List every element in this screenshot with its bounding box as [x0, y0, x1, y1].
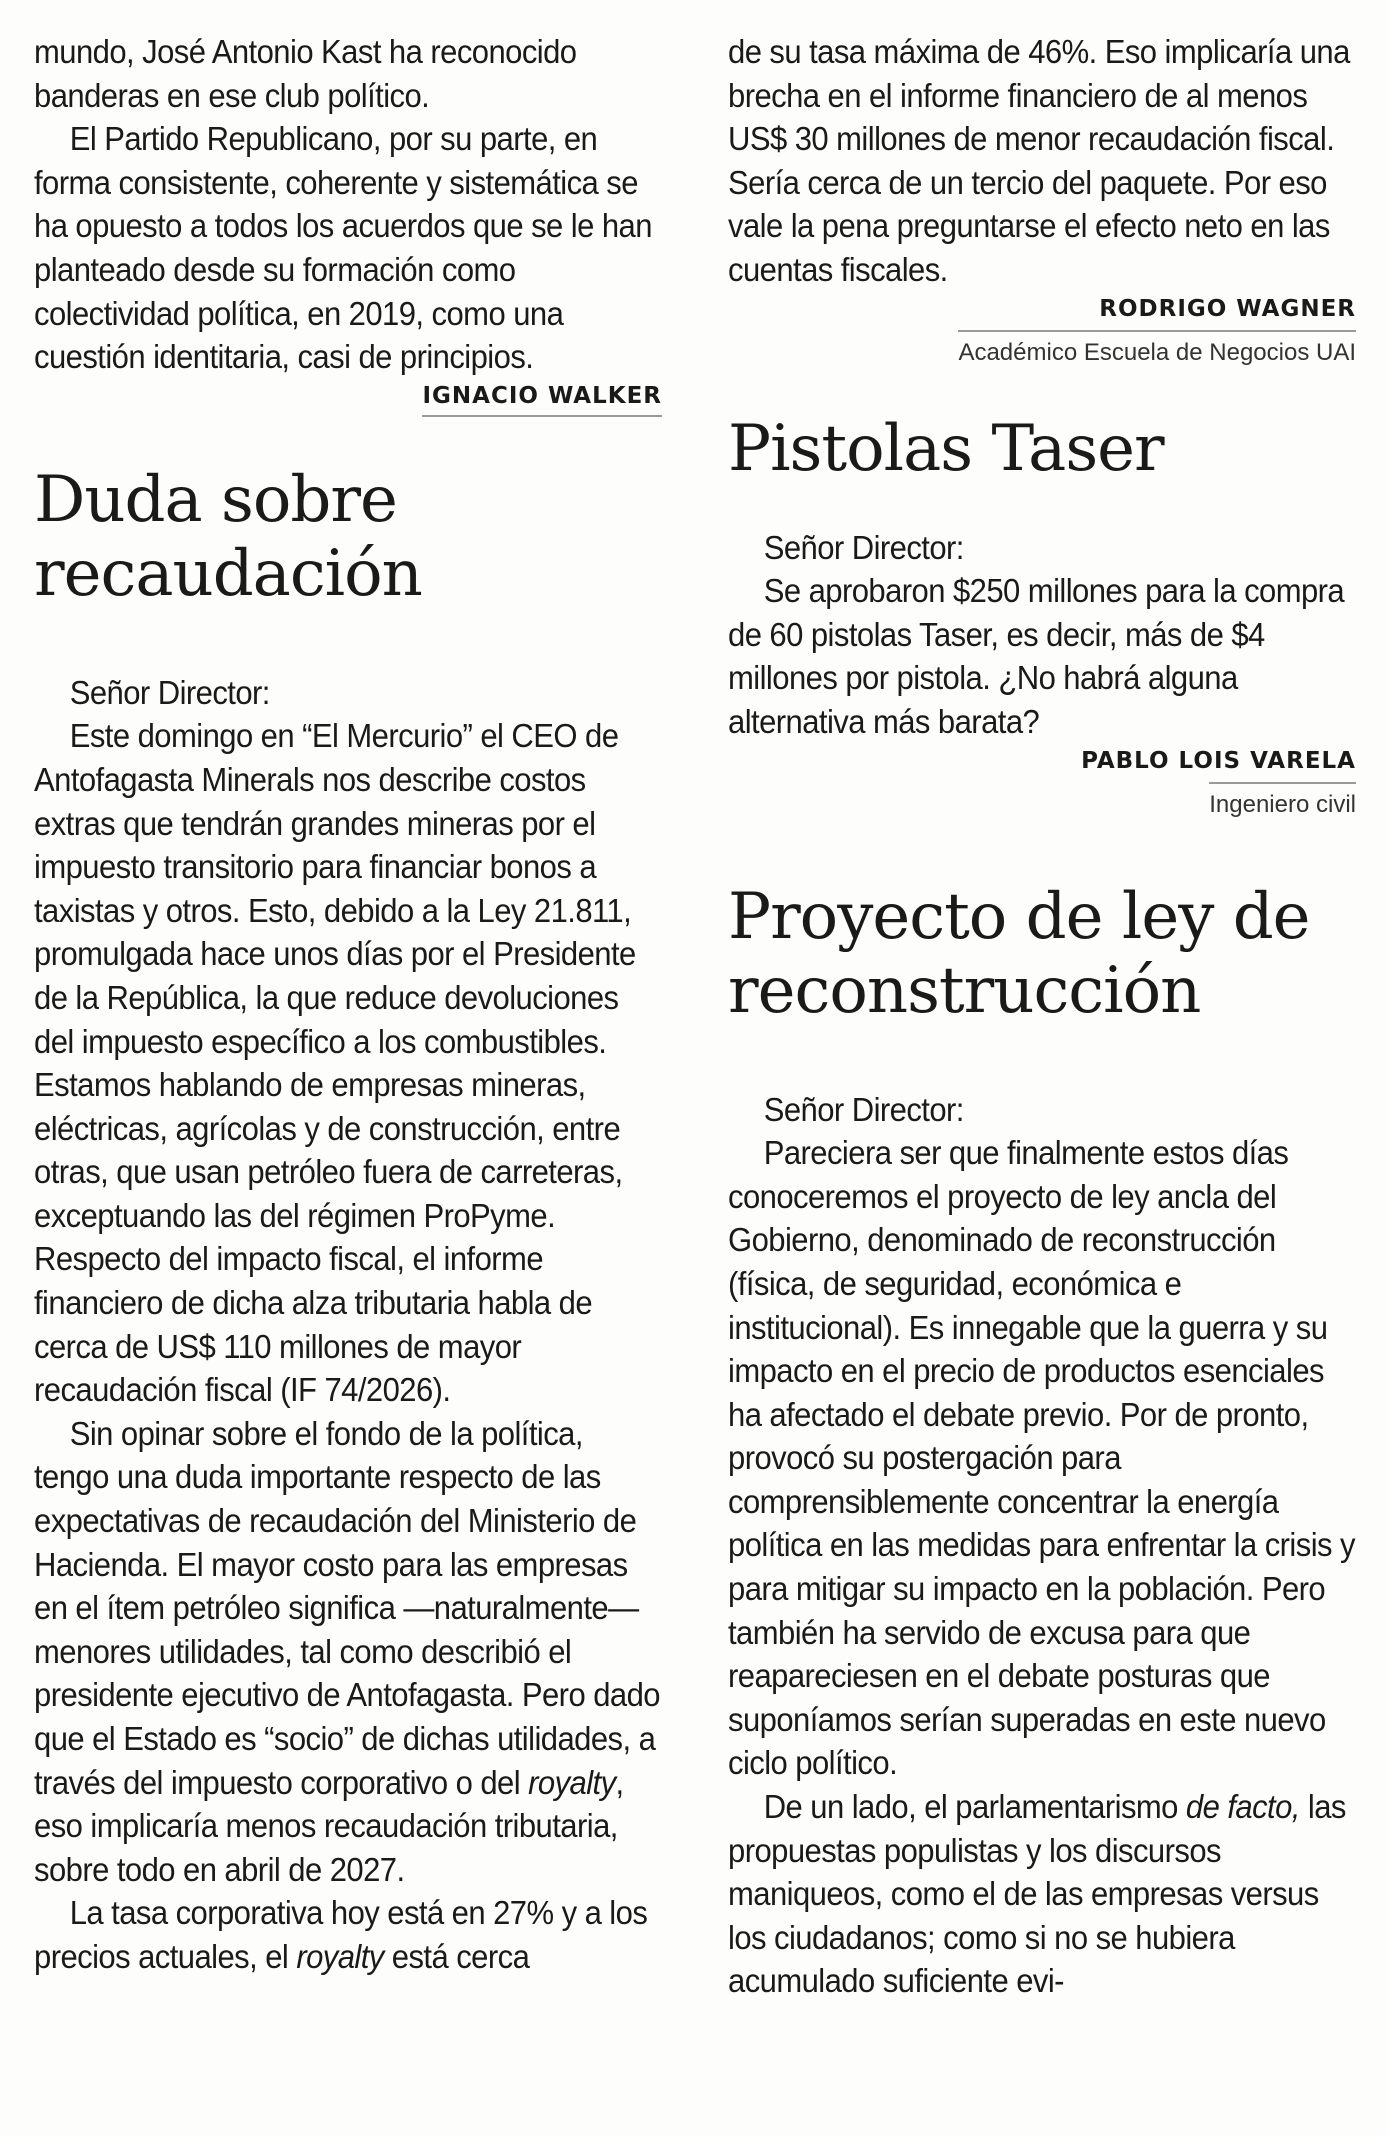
paragraph: El Partido Republicano, por su parte, en forma consistente, coherente y sistemática se ha opuesto a todos los acuerdos que se le han planteado desde su formación como colectividad política, en 2019, como una cuestión identitaria, casi de principios.	[34, 120, 652, 376]
paragraph-continuation: mundo, José Antonio Kast ha reconocido banderas en ese club político.	[34, 33, 577, 114]
author-role: Académico Escuela de Negocios UAI	[958, 330, 1356, 368]
letter-heading: Pistolas Taser	[728, 411, 1164, 486]
paragraph: Este domingo en “El Mercurio” el CEO de Antofagasta Minerals nos describe costos extras que tendrán grandes mineras por el impuesto transitorio para financiar bonos a taxistas y otros. Esto, debido a la Ley 21.811, promulgada hace unos días por el Presidente de la República, la que reduce devoluciones del impuesto específico a los combustibles. Estamos hablando de empresas mineras, eléctricas, agrícolas y de construcción, entre otras, que usan petróleo fuera de carreteras, exceptuando las del régimen ProPyme. Respecto del impacto fiscal, el informe financiero de dicha alza tributaria habla de cerca de US$ 110 millones de mayor recaudación fiscal (IF 74/2026).	[34, 717, 636, 1409]
paragraph-continuation: de su tasa máxima de 46%. Eso implicaría una brecha en el informe financiero de al menos US$ 30 millones de menor recaudación fiscal. Sería cerca de un tercio del paquete. Por eso vale la pena preguntarse el efecto neto en las cuentas fiscales.	[728, 33, 1350, 288]
author-signature: RODRIGO WAGNER	[1099, 295, 1356, 322]
left-column	[34, 30, 662, 1979]
letter-heading: Proyecto de ley de reconstrucción	[728, 879, 1310, 1028]
signature-block	[728, 292, 1356, 324]
paragraph: Pareciera ser que finalmente estos días conoceremos el proyecto de ley ancla del Gobierno, denominado de reconstrucción (física, de seguridad, económica e institucional). Es innegable que la guerra y su impacto en el precio de productos esenciales ha afectado el debate previo. Por de pronto, provocó su postergación para comprensiblemente concentrar la energía política en las medidas para enfrentar la crisis y para mitigar su impacto en la población. Pero también ha servido de excusa para que reapareciesen en el debate posturas que suponíamos serían superadas en este nuevo ciclo político.	[728, 1134, 1355, 1782]
author-signature: IGNACIO WALKER	[422, 383, 662, 417]
signature-block	[34, 379, 662, 417]
salutation: Señor Director:	[763, 1090, 964, 1128]
author-role: Ingeniero civil	[1209, 782, 1356, 820]
signature-block	[728, 744, 1356, 776]
salutation: Señor Director:	[69, 673, 270, 711]
letter-heading: Duda sobre recaudación	[34, 462, 422, 611]
paragraph: De un lado, el parlamentarismo de facto, las propuestas populistas y los discursos maniqueos, como el de las empresas versus los ciudadanos; como si no se hubiera acumulado suficiente evi-	[728, 1788, 1346, 2000]
paragraph: La tasa corporativa hoy está en 27% y a los precios actuales, el royalty está cerca	[34, 1894, 648, 1975]
salutation: Señor Director:	[763, 528, 964, 566]
right-column	[728, 30, 1356, 2003]
paragraph: Se aprobaron $250 millones para la compra de 60 pistolas Taser, es decir, más de $4 millones por pistola. ¿No habrá alguna alternativa más barata?	[728, 572, 1345, 740]
author-signature: PABLO LOIS VARELA	[1081, 747, 1356, 774]
paragraph: Sin opinar sobre el fondo de la política, tengo una duda importante respecto de las expectativas de recaudación del Ministerio de Hacienda. El mayor costo para las empresas en el ítem petróleo significa —naturalmente— menores utilidades, tal como describió el presidente ejecutivo de Antofagasta. Pero dado que el Estado es “socio” de dichas utilidades, a través del impuesto corporativo o del royalty, eso implicaría menos recaudación tributaria, sobre todo en abril de 2027.	[34, 1414, 660, 1888]
